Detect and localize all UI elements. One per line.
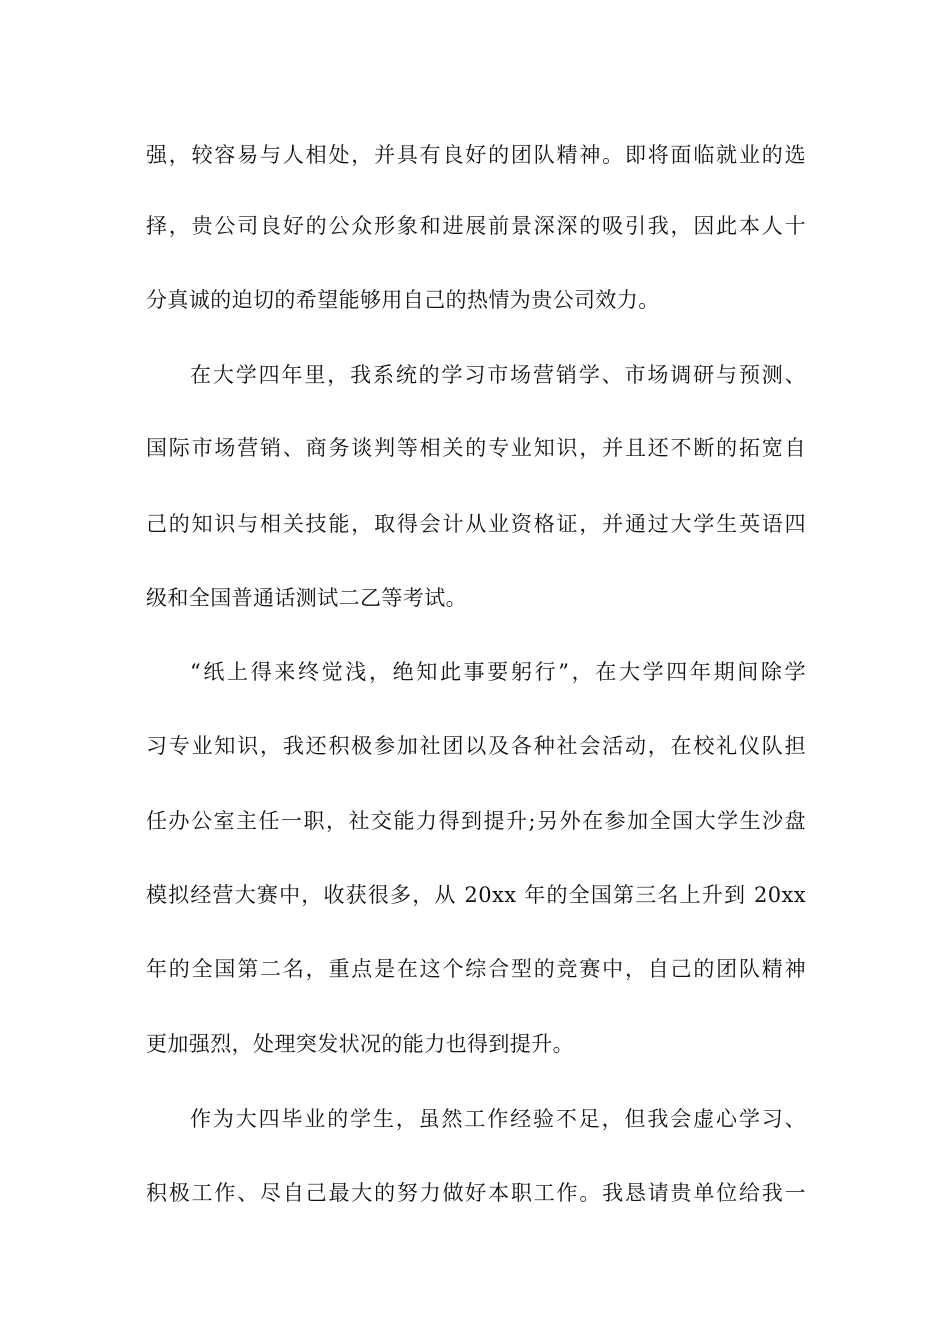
paragraph-line-2: 择，贵公司良好的公众形象和进展前景深深的吸引我，因此本人十 (146, 214, 806, 238)
paragraph-line-10: 任办公室主任一职，社交能力得到提升;另外在参加全国大学生沙盘 (146, 809, 806, 833)
paragraph-line-15: 积极工作、尽自己最大的努力做好本职工作。我恳请贵单位给我一 (146, 1181, 806, 1205)
paragraph-line-8: “纸上得来终觉浅，绝知此事要躬行”，在大学四年期间除学 (190, 660, 806, 684)
paragraph-line-3: 分真诚的迫切的希望能够用自己的热情为贵公司效力。 (146, 288, 660, 312)
paragraph-line-5: 国际市场营销、商务谈判等相关的专业知识，并且还不断的拓宽自 (146, 436, 806, 460)
paragraph-line-14: 作为大四毕业的学生，虽然工作经验不足，但我会虚心学习、 (190, 1107, 806, 1131)
paragraph-line-4: 在大学四年里，我系统的学习市场营销学、市场调研与预测、 (190, 363, 806, 387)
paragraph-line-13: 更加强烈，处理突发状况的能力也得到提升。 (146, 1032, 574, 1056)
paragraph-line-1: 强，较容易与人相处，并具有良好的团队精神。即将面临就业的选 (146, 143, 806, 167)
paragraph-line-7: 级和全国普通话测试二乙等考试。 (146, 586, 467, 610)
paragraph-line-12: 年的全国第二名，重点是在这个综合型的竞赛中，自己的团队精神 (146, 957, 806, 981)
paragraph-line-11: 模拟经营大赛中，收获很多，从 20xx 年的全国第三名上升到 20xx (146, 883, 806, 907)
paragraph-line-6: 己的知识与相关技能，取得会计从业资格证，并通过大学生英语四 (146, 512, 806, 536)
paragraph-line-9: 习专业知识，我还积极参加社团以及各种社会活动，在校礼仪队担 (146, 734, 806, 758)
